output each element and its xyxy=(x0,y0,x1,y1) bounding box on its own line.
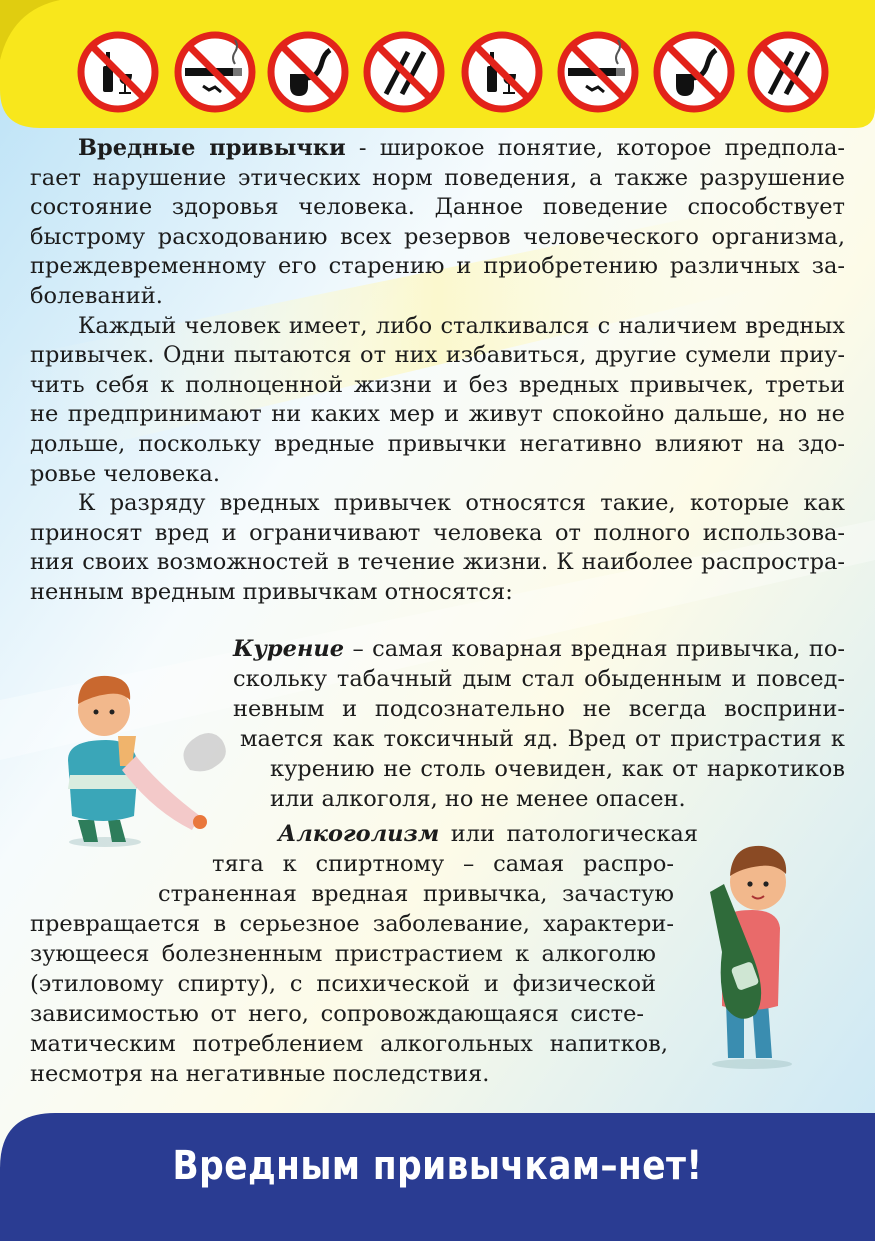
no-alcohol-icon xyxy=(76,30,160,114)
alcohol-line-text: страненная вредная привычка, зачастую xyxy=(158,881,674,907)
alcohol-line xyxy=(158,880,674,910)
alcohol-term: Алкоголизм xyxy=(278,821,440,847)
no-drugs-icon xyxy=(746,30,830,114)
smoking-line-text: невным и подсознательно не всегда восприни- xyxy=(233,696,845,722)
paragraph-intro xyxy=(30,134,845,312)
no-pipe-icon xyxy=(266,30,350,114)
no-pipe-icon xyxy=(652,30,736,114)
alcohol-line-text: тяга к спиртному – самая распро- xyxy=(212,851,674,877)
article-body xyxy=(30,134,845,608)
smoking-line xyxy=(270,785,845,815)
boy-smoking-illustration xyxy=(60,660,230,850)
alcohol-line xyxy=(212,850,674,880)
alcohol-line-text: превращается в серьезное заболевание, характери- xyxy=(30,911,674,937)
smoking-line-text: мается как токсичный яд. Вред от пристрастия к xyxy=(240,726,845,752)
alcohol-line-text: зующееся болезненным пристрастием к алкоголю xyxy=(30,941,656,967)
intro-text: - широкое понятие, которое предпола-гает нарушение этических норм поведения, а также разрушение состояние здоровья человека. Данное поведение способствует быстрому расходованию всех резервов человеческого организма, преждевременному его старению и приобретению различных за-болеваний. xyxy=(30,135,845,309)
smoking-line-text: скольку табачный дым стал обыденным и повсед- xyxy=(233,666,845,692)
smoking-line xyxy=(233,635,845,665)
smoking-line-text: – самая коварная вредная привычка, по- xyxy=(344,636,845,662)
smoking-term: Курение xyxy=(233,636,345,662)
smoking-line xyxy=(233,665,845,695)
alcohol-line xyxy=(30,1030,668,1060)
paragraph-types: К разряду вредных привычек относятся такие, которые как приносят вред и ограничивают человека от полного использова-ния своих возможностей в течение жизни. К наиболее распростра-ненным вредным привычкам относятся: xyxy=(30,490,845,605)
smoking-line-text: курению не столь очевиден, как от наркотиков xyxy=(270,756,845,782)
no-smoking-icon xyxy=(556,30,640,114)
paragraph-everyone: Каждый человек имеет, либо сталкивался с наличием вредных привычек. Одни пытаются от них избавиться, другие сумели приу-чить себя к полноценной жизни и без вредных привычек, третьи не предпринимают ни каких мер и живут спокойно дальше, но не дольше, поскольку вредные привычки негативно влияют на здо-ровье человека. xyxy=(30,312,845,487)
term-bad-habits: Вредные привычки xyxy=(78,135,346,161)
no-drugs-icon xyxy=(362,30,446,114)
smoking-line-text: или алкоголя, но не менее опасен. xyxy=(270,786,686,812)
alcohol-line xyxy=(30,1060,550,1090)
alcohol-line xyxy=(30,940,656,970)
alcohol-line xyxy=(278,820,698,850)
alcohol-line xyxy=(30,1000,644,1030)
smoking-line xyxy=(233,695,845,725)
no-smoking-icon xyxy=(173,30,257,114)
no-alcohol-icon xyxy=(460,30,544,114)
alcohol-line xyxy=(30,910,674,940)
alcohol-line-text: несмотря на негативные последствия. xyxy=(30,1061,490,1087)
alcohol-line-text: (этиловому спирту), с психической и физической xyxy=(30,971,656,997)
alcohol-line-text: или патологическая xyxy=(439,821,698,847)
alcohol-line xyxy=(30,970,656,1000)
smoking-line xyxy=(270,755,845,785)
alcohol-line-text: матическим потреблением алкогольных напитков, xyxy=(30,1031,668,1057)
slogan: Вредным привычкам–нет! xyxy=(172,1143,703,1189)
alcohol-line-text: зависимостью от него, сопровождающаяся систе- xyxy=(30,1001,644,1027)
boy-with-bottle-illustration xyxy=(700,832,820,1072)
smoking-line xyxy=(240,725,845,755)
